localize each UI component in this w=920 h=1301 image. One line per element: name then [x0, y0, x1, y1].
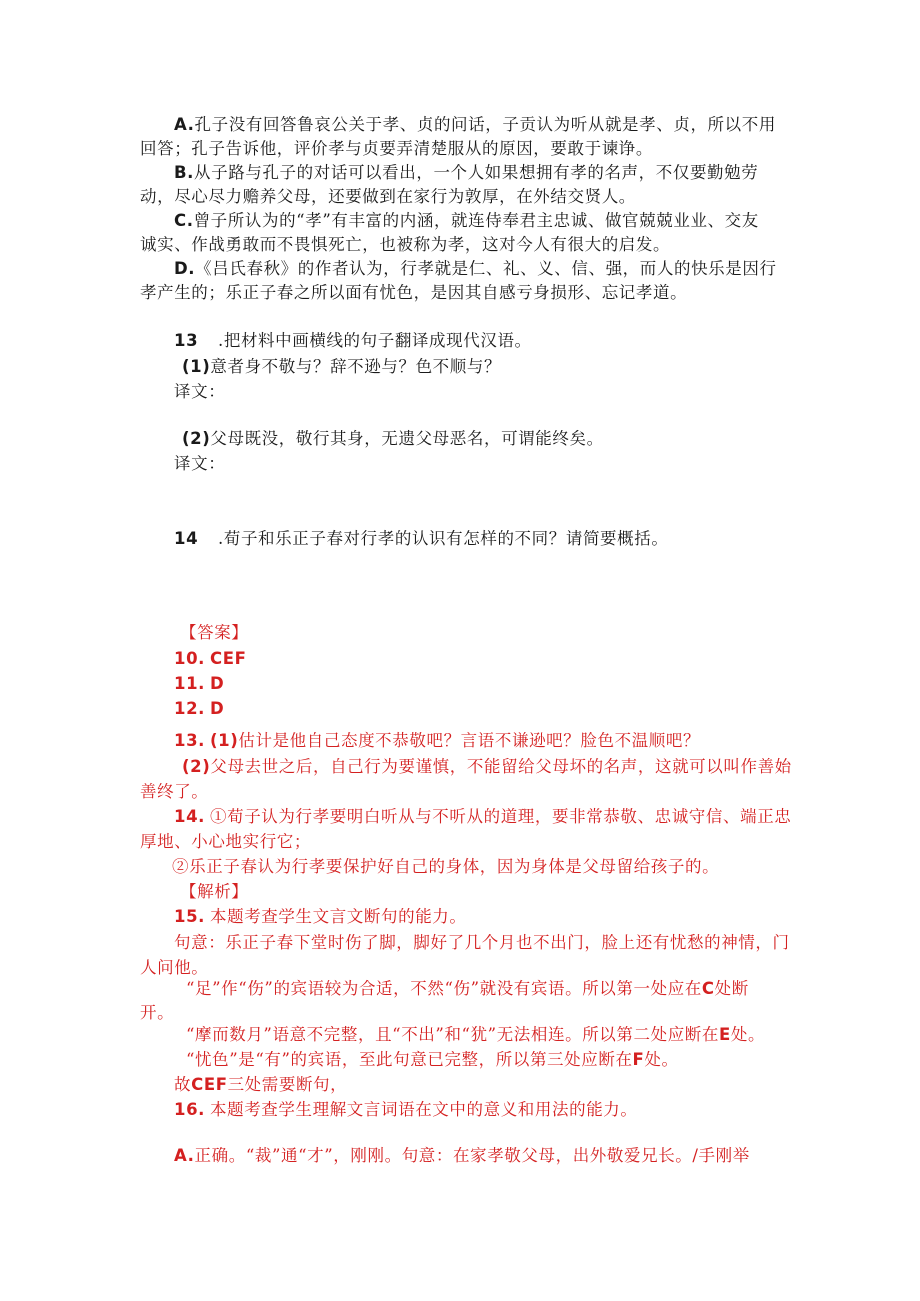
answer-14-1-line2: 厚地、小心地实行它；	[140, 832, 311, 851]
question-14-stem: 14 .荀子和乐正子春对行孝的认识有怎样的不同？请简要概括。	[174, 529, 669, 548]
option-d-label: D.	[174, 259, 196, 278]
analysis-15-p5: 故CEF三处需要断句，	[174, 1075, 348, 1094]
option-b-line2: 动，尽心尽力赡养父母，还要做到在家行为敦厚，在外结交贤人。	[140, 187, 636, 206]
option-c-line1: C.曾子所认为的“孝”有丰富的内涵，就连侍奉君主忠诚、做官兢兢业业、交友	[174, 211, 759, 230]
analysis-16-option-a: A.正确。“裁”通“才”，刚刚。句意：在家孝敬父母，出外敬爱兄长。/手刚举	[174, 1146, 750, 1165]
analysis-15-p2-line2: 开。	[140, 1003, 175, 1022]
answer-14-2: ②乐正子春认为行孝要保护好自己的身体，因为身体是父母留给孩子的。	[172, 857, 720, 876]
translation-label-2: 译文：	[174, 454, 226, 473]
answer-13-2-line2: 善终了。	[140, 782, 209, 801]
question-13-stem: 13 .把材料中画横线的句子翻译成现代汉语。	[174, 331, 532, 350]
question-number: 13	[174, 331, 199, 350]
analysis-15-p4: “忧色”是“有”的宾语，至此句意已完整，所以第三处应断在F处。	[186, 1050, 679, 1069]
answer-14-1-line1: 14. ①荀子认为行孝要明白听从与不听从的道理，要非常恭敬、忠诚守信、端正忠	[174, 807, 792, 826]
option-c-line2: 诚实、作战勇敢而不畏惧死亡，也被称为孝，这对今人有很大的启发。	[140, 235, 671, 254]
question-number: 14	[174, 529, 199, 548]
answer-10: 10. CEF	[174, 649, 247, 668]
analysis-15-p3: “摩而数月”语意不完整，且“不出”和“犹”无法相连。所以第二处应断在E处。	[186, 1025, 766, 1044]
option-d-line2: 孝产生的；乐正子春之所以面有忧色，是因其自感亏身损形、忘记孝道。	[140, 283, 688, 302]
option-a-line1: A.孔子没有回答鲁哀公关于孝、贞的问话，子贡认为听从就是孝、贞，所以不用	[174, 115, 776, 134]
analysis-header: 【解析】	[180, 882, 249, 901]
option-c-label: C.	[174, 211, 194, 230]
option-b-label: B.	[174, 163, 195, 182]
question-13-sentence-1: (1)意者身不敬与？辞不逊与？色不顺与？	[182, 357, 502, 376]
option-b-line1: B.从子路与孔子的对话可以看出，一个人如果想拥有孝的名声，不仅要勤勉劳	[174, 163, 759, 182]
answer-12: 12. D	[174, 699, 225, 718]
analysis-15-p1-line1: 句意：乐正子春下堂时伤了脚，脚好了几个月也不出门，脸上还有忧愁的神情，门	[174, 933, 790, 952]
analysis-16: 16. 本题考查学生理解文言词语在文中的意义和用法的能力。	[174, 1100, 638, 1119]
option-d-line1: D.《吕氏春秋》的作者认为，行孝就是仁、礼、义、信、强，而人的快乐是因行	[174, 259, 777, 278]
answers-header: 【答案】	[180, 623, 249, 642]
answer-13-2-line1: (2)父母去世之后，自己行为要谨慎，不能留给父母坏的名声，这就可以叫作善始	[182, 757, 792, 776]
translation-label-1: 译文：	[174, 382, 226, 401]
analysis-15-p2-line1: “足”作“伤”的宾语较为合适，不然“伤”就没有宾语。所以第一处应在C处断	[186, 979, 749, 998]
option-a-label: A.	[174, 115, 195, 134]
analysis-15-p1-line2: 人问他。	[140, 958, 209, 977]
answer-11: 11. D	[174, 674, 225, 693]
analysis-15: 15. 本题考查学生文言文断句的能力。	[174, 907, 467, 926]
option-a-line2: 回答；孔子告诉他，评价孝与贞要弄清楚服从的原因，要敢于谏诤。	[140, 139, 653, 158]
question-13-sentence-2: (2)父母既没，敬行其身，无遗父母恶名，可谓能终矣。	[182, 429, 604, 448]
answer-13-1: 13. (1)估计是他自己态度不恭敬吧？言语不谦逊吧？脸色不温顺吧？	[174, 731, 701, 750]
